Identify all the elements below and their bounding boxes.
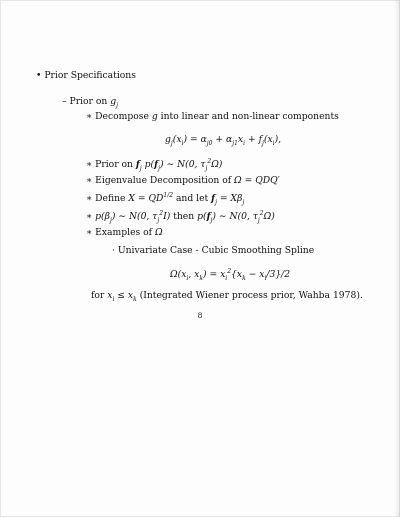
list-item-p-beta: ∗ $p(\beta_j)$ ∼ N(0, $\tau_j^2I$) then $p(f_j)$ ∼ N(0, $\tau_j^2\Omega$) xyxy=(86,210,275,224)
list-item-examples: ∗ Examples of Ω xyxy=(86,227,163,238)
list-item-prior-f: ∗ Prior on $f_j$ $p(f_j)$ ∼ N(0, $\tau_j^2\Omega$) xyxy=(86,158,223,172)
list-item-eigen: ∗ Eigenvalue Decomposition of Ω = QDQ′ xyxy=(86,175,280,186)
page-number: 8 xyxy=(197,311,203,320)
footnote-line: for $x_i \le x_k$ (Integrated Wiener process prior, Wahba 1978). xyxy=(91,290,363,303)
sub-item-prior: – Prior on $g_j$ xyxy=(62,96,119,109)
equation-2: $\Omega(x_i$, $x_k) = x_i^2\{x_k - x_i/3\}/2$ xyxy=(170,268,291,282)
heading-text: Prior Specifications xyxy=(44,70,136,81)
case-label: · Univariate Case - Cubic Smoothing Spline xyxy=(112,245,315,256)
list-item-define: ∗ Define $X = QD^{1/2}$ and let $f_j = X\beta_j$ xyxy=(86,192,245,206)
page-edge-shadow xyxy=(394,0,400,517)
bullet-heading: • Prior Specifications xyxy=(36,70,136,81)
list-item-decompose: ∗ Decompose g into linear and non-linear components xyxy=(86,111,339,122)
equation-1: $g_j(x_i) = \alpha_{j0} + \alpha_{j1}x_i + f_j(x_i)$, xyxy=(165,134,282,147)
